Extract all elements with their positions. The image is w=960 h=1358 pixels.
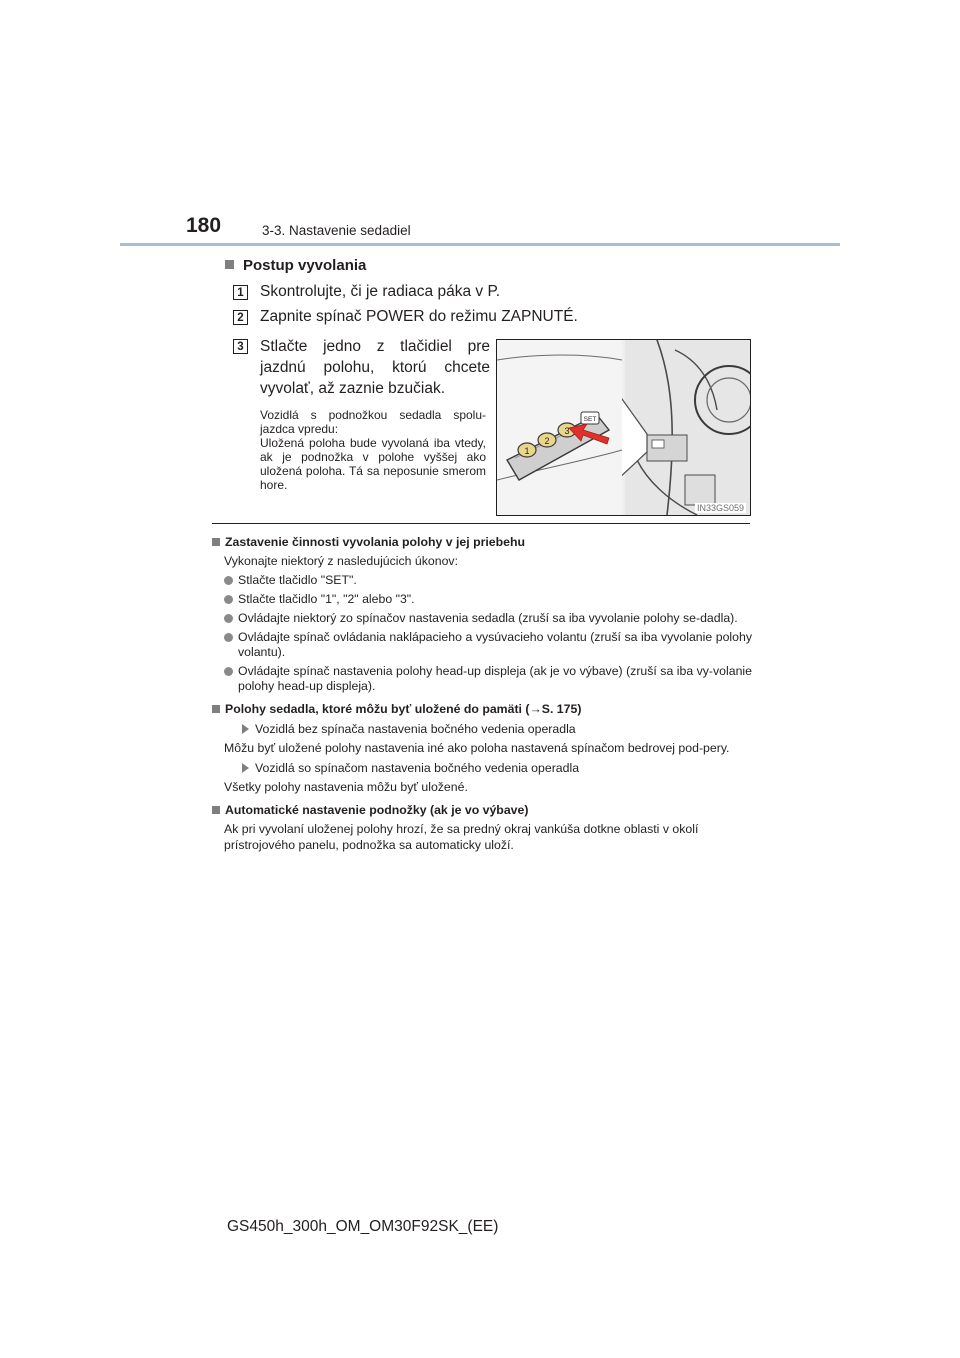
note-paragraph: Všetky polohy nastavenia môžu byť uložené. [224, 780, 468, 794]
note-heading-text: Zastavenie činnosti vyvolania polohy v jej priebehu [225, 535, 525, 549]
step-2 [233, 307, 578, 327]
sub-heading [242, 760, 752, 776]
header-rule [120, 243, 840, 246]
memory-buttons [497, 340, 750, 515]
list-item: Ovládajte spínač ovládania naklápacieho a vysúvacieho volantu (zruší sa iba vyvolanie polohy volantu). [224, 630, 752, 660]
square-bullet-icon [225, 260, 234, 269]
svg-text:3: 3 [564, 426, 570, 436]
red-arrow-icon [569, 424, 609, 444]
step-text: Zapnite spínač POWER do režimu ZAPNUTÉ. [260, 308, 578, 325]
note-paragraph: Vykonajte niektorý z nasledujúcich úkonov: [224, 554, 459, 568]
sub-heading [242, 721, 752, 737]
memory-buttons-illustration [496, 339, 751, 516]
list-item: Stlačte tlačidlo "1", "2" alebo "3". [224, 592, 752, 607]
step-3 [233, 336, 490, 399]
note-paragraph: Ak pri vyvolaní uloženej polohy hrozí, že sa predný okraj vankúša dotkne oblasti v okolí prístrojového panelu, podnožka sa automaticky uloží. [224, 822, 699, 852]
svg-text:SET: SET [583, 416, 597, 423]
note-paragraph: Môžu byť uložené polohy nastavenia iné ako poloha nastavená spínačom bedrovej pod-pery. [224, 741, 730, 755]
section-title: 3-3. Nastavenie sedadiel [262, 223, 411, 238]
list-item: Stlačte tlačidlo "SET". [224, 573, 752, 588]
step-3-note: Vozidlá s podnožkou sedadla spolu-jazdca vpredu: Uložená poloha bude vyvolaná iba vtedy, ak je podnožka v polohe vyššej ako uložená poloha. Tá sa neposunie smerom hore. [260, 408, 486, 492]
memory-button-2 [538, 433, 556, 447]
sub-heading-text: Vozidlá so spínačom nastavenia bočného vedenia operadla [255, 761, 580, 775]
page-number: 180 [186, 214, 222, 237]
notes-section [212, 534, 752, 853]
triangle-bullet-icon [242, 724, 249, 734]
note-heading-text: Automatické nastavenie podnožky (ak je vo výbave) [225, 803, 529, 817]
note-heading-stop [212, 534, 752, 550]
list-item: Ovládajte niektorý zo spínačov nastavenia sedadla (zruší sa iba vyvolanie polohy se-dadla). [224, 611, 752, 626]
recall-heading [225, 257, 366, 274]
step-1 [233, 282, 500, 302]
svg-text:1: 1 [524, 446, 530, 456]
square-bullet-icon [212, 806, 220, 814]
section-divider [212, 523, 750, 524]
step-number-badge: 3 [233, 339, 248, 354]
square-bullet-icon [212, 538, 220, 546]
footer-code: GS450h_300h_OM_OM30F92SK_(EE) [227, 1218, 499, 1235]
note-heading-ottoman [212, 802, 752, 818]
step-number-badge: 1 [233, 285, 248, 300]
list-item: Ovládajte spínač nastavenia polohy head-up displeja (ak je vo výbave) (zruší sa iba vy-volanie polohy head-up displeja). [224, 664, 752, 694]
step-text: Stlačte jedno z tlačidiel pre jazdnú polohu, ktorú chcete vyvolať, až zaznie bzučiak. [260, 338, 490, 397]
figure-code: IN33GS059 [696, 503, 744, 513]
memory-button-1 [518, 443, 536, 457]
note-heading-positions [212, 701, 752, 717]
set-button [581, 412, 599, 424]
square-bullet-icon [212, 705, 220, 713]
step-number-badge: 2 [233, 310, 248, 325]
sub-heading-text: Vozidlá bez spínača nastavenia bočného vedenia operadla [255, 722, 576, 736]
svg-text:2: 2 [544, 436, 550, 446]
recall-heading-text: Postup vyvolania [243, 257, 367, 274]
note-heading-text: Polohy sedadla, ktoré môžu byť uložené do pamäti (→S. 175) [225, 702, 582, 716]
triangle-bullet-icon [242, 763, 249, 773]
step-text: Skontrolujte, či je radiaca páka v P. [260, 283, 501, 300]
